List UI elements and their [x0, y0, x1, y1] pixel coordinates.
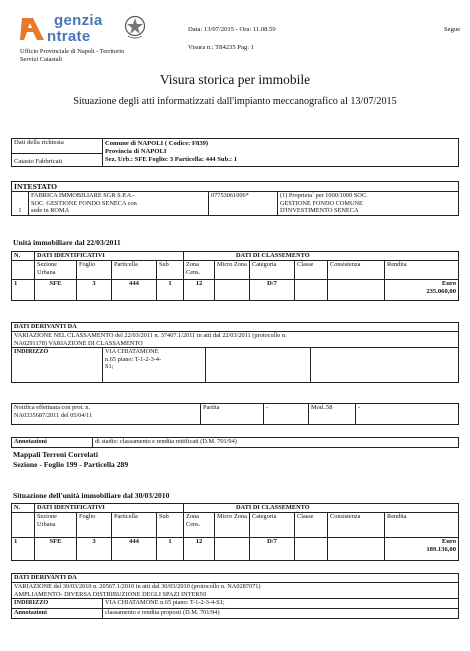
intestato-heading: INTESTATO: [12, 182, 459, 192]
unit1-col-consistenza: Consistenza: [328, 261, 385, 280]
intestato-rights: [278, 192, 459, 216]
unit2-col-microzona: Micro Zona: [215, 513, 250, 538]
unit1-classamento-table: [11, 251, 459, 301]
intestato-rights-line-3: D'INVESTIMENTO SENECA: [280, 207, 359, 215]
republic-seal-icon: [124, 14, 146, 40]
unit1-col-microzona: Micro Zona: [215, 261, 250, 280]
unit2-row-classe: [295, 538, 328, 561]
unit1-row-sub: 1: [157, 280, 184, 301]
logo-word-entrate: ntrate: [47, 28, 91, 45]
unit1-row-categoria: D/7: [250, 280, 295, 301]
unit1-derivanti-heading: DATI DERIVANTI DA: [12, 323, 459, 332]
unit1-col-sub: Sub: [157, 261, 184, 280]
unit1-heading: Unità immobiliare dal 22/03/2011: [13, 238, 121, 247]
unit1-annotazioni-text: di stadio: classamento e rendita rettificati (D.M. 701/94): [93, 438, 459, 448]
unit2-rendita-value: 189.136,00: [426, 545, 456, 553]
unit2-annotazioni-label: Annotazioni: [12, 609, 103, 619]
unit1-derivanti-line-2: NA0291178) VARIAZIONE DI CLASSAMENTO: [14, 339, 143, 347]
unit1-col-foglio: Foglio: [77, 261, 112, 280]
intestato-name-line-3: sede in ROMA: [31, 207, 70, 215]
unit1-indirizzo-line-2: n.65 piano: T-1-2-3-4-: [105, 355, 162, 363]
unit1-header-classamento: DATI DI CLASSEMENTO: [184, 252, 459, 261]
unit1-col-classe: Classe: [295, 261, 328, 280]
unit2-row-particella: 444: [112, 538, 157, 561]
intestato-codice-fiscale: 07753061006*: [209, 192, 278, 216]
unit2-col-sub: Sub: [157, 513, 184, 538]
unit1-notifica-line-2: NA0335687/2011 del 05/04/11: [14, 411, 93, 419]
unit1-notifica: [12, 404, 201, 425]
unit1-indirizzo-label: INDIRIZZO: [12, 348, 103, 383]
unit1-col-particella: Particella: [112, 261, 157, 280]
agenzia-entrate-logo: [20, 12, 152, 52]
unit2-row-categoria: D/7: [250, 538, 295, 561]
unit1-col-blank: [12, 261, 35, 280]
mappali-heading: Mappali Terreni Correlati: [13, 450, 98, 459]
richiesta-table: [11, 138, 459, 167]
page-subtitle: Situazione degli atti informatizzati dall'impianto meccanografico al 13/07/2015: [73, 96, 397, 107]
intestato-name-line-2: SOC. GESTIONE FONDO SENECA con: [31, 199, 137, 207]
unit2-annotazioni-text: classamento e rendita proposti (D.M. 701/94): [103, 609, 459, 619]
unit2-row-microzona: [215, 538, 250, 561]
unit2-row-consistenza: [328, 538, 385, 561]
richiesta-provincia: Provincia di NAPOLI: [105, 148, 167, 155]
unit2-derivanti-line-1: VARIAZIONE del 30/03/2010 n. 20567.1/2010 in atti dal 30/03/2010 (protocollo n. NA0287071): [14, 583, 261, 590]
unit2-row-sub: 1: [157, 538, 184, 561]
unit2-col-categoria: Categoria: [250, 513, 295, 538]
intestato-name-line-1: FABRICA IMMOBILIARE SGR S.P.A.-: [31, 192, 135, 199]
mappali-section: [13, 450, 128, 470]
unit1-notifica-line-1: Notifica effettuata con prot. n.: [14, 404, 91, 411]
intestato-table: [11, 181, 459, 216]
unit2-heading: Situazione dell'unità immobiliare dal 30/03/2010: [13, 491, 170, 500]
unit2-col-sezione: Sezione Urbana: [35, 513, 77, 538]
catasto-label: Catasto Fabbricati: [12, 154, 103, 167]
unit2-derivanti-heading: DATI DERIVANTI DA: [12, 574, 459, 583]
unit2-col-blank: [12, 513, 35, 538]
unit2-col-rendita: Rendita: [385, 513, 459, 538]
unit1-derivanti-text: [12, 332, 459, 348]
unit1-row-classe: [295, 280, 328, 301]
unit1-row-sezione: SFE: [35, 280, 77, 301]
unit2-derivanti-text: [12, 583, 459, 599]
visura-number: Visura n.: T84235 Pag: 1: [188, 44, 254, 51]
unit1-mod-label: Mod..58: [309, 404, 356, 425]
unit1-row-particella: 444: [112, 280, 157, 301]
unit2-row-n: 1: [12, 538, 35, 561]
unit2-derivanti-line-2: AMPLIAMENTO- DIVERSA DISTRIBUZIONE DEGLI SPAZI INTERNI: [14, 590, 207, 598]
unit2-indirizzo-label: INDIRIZZO: [12, 599, 103, 609]
unit2-row-foglio: 3: [77, 538, 112, 561]
unit1-annotazioni-table: [11, 437, 459, 448]
unit2-rendita-currency: Euro: [441, 538, 456, 545]
unit2-col-zona: Zona Cens.: [184, 513, 215, 538]
intestato-rights-line-1: (1) Proprieta` per 1000/1000 SOC.: [280, 192, 368, 199]
unit2-col-classe: Classe: [295, 513, 328, 538]
unit1-row-foglio: 3: [77, 280, 112, 301]
unit2-header-identificativi: DATI IDENTIFICATIVI: [35, 504, 184, 513]
unit2-row-rendita: [385, 538, 459, 561]
unit2-row-zona: 12: [184, 538, 215, 561]
unit1-partita-label: Partita: [201, 404, 264, 425]
unit2-derivanti-table: [11, 573, 459, 619]
richiesta-label: Dati della richiesta: [12, 139, 103, 154]
unit1-indirizzo-line-1: VIA CHIATAMONE: [105, 348, 159, 356]
unit2-header-n: N.: [12, 504, 35, 513]
unit1-row-microzona: [215, 280, 250, 301]
unit2-header-classamento: DATI DI CLASSEMENTO: [184, 504, 459, 513]
unit1-row-rendita: [385, 280, 459, 301]
unit1-indirizzo-blank-2: [311, 348, 459, 383]
unit1-partita-value: -: [264, 404, 309, 425]
unit1-col-zona: Zona Cens.: [184, 261, 215, 280]
print-date: Data: 13/07/2015 - Ora: 11.08.59: [188, 26, 276, 33]
segue-label: Segue: [444, 26, 461, 33]
unit1-rendita-value: 235.060,00: [426, 287, 456, 295]
unit1-indirizzo-line-3: S1;: [105, 363, 114, 371]
unit1-annotazioni-label: Annotazioni: [12, 438, 93, 448]
office-line-1: Ufficio Provinciale di Napoli - Territorio: [20, 48, 125, 55]
unit1-indirizzo-value: [103, 348, 206, 383]
richiesta-details: [103, 139, 459, 167]
unit1-header-n: N.: [12, 252, 35, 261]
unit1-row-zona: 12: [184, 280, 215, 301]
unit1-col-sezione: Sezione Urbana: [35, 261, 77, 280]
intestato-number: 1: [12, 192, 29, 216]
agenzia-logo-mark-icon: [20, 14, 46, 42]
unit1-col-categoria: Categoria: [250, 261, 295, 280]
page-title: Visura storica per immobile: [159, 72, 311, 87]
unit2-col-particella: Particella: [112, 513, 157, 538]
unit1-derivanti-line-1: VARIAZIONE NEL CLASSAMENTO del 22/03/2011 n. 37407.1/2011 in atti dal 22/03/2011 (protocollo n.: [14, 332, 287, 339]
unit1-notifica-table: [11, 403, 459, 425]
unit2-classamento-table: [11, 503, 459, 561]
richiesta-sezione: Sez. Urb.: SFE Foglio: 3 Particella: 444 Sub.: 1: [105, 156, 238, 163]
office-name: [20, 48, 180, 64]
unit1-rendita-currency: Euro: [441, 280, 456, 287]
intestato-rights-line-2: GESTIONE FONDO COMUNE: [280, 199, 363, 207]
richiesta-comune: Comune di NAPOLI ( Codice: F839): [105, 140, 209, 147]
unit1-derivanti-table: [11, 322, 459, 383]
mappali-reference: Sezione - Foglio 199 - Particella 289: [13, 460, 129, 469]
logo-word-agenzia: genzia: [54, 12, 103, 29]
unit2-col-foglio: Foglio: [77, 513, 112, 538]
unit1-mod-value: -: [356, 404, 459, 425]
unit1-col-rendita: Rendita: [385, 261, 459, 280]
unit1-header-identificativi: DATI IDENTIFICATIVI: [35, 252, 184, 261]
unit2-col-consistenza: Consistenza: [328, 513, 385, 538]
unit1-row-n: 1: [12, 280, 35, 301]
intestato-name: [29, 192, 209, 216]
unit1-row-consistenza: [328, 280, 385, 301]
unit1-indirizzo-blank-1: [206, 348, 311, 383]
unit2-row-sezione: SFE: [35, 538, 77, 561]
unit2-indirizzo-value: VIA CHIATAMONE n.65 piano: T-1-2-3-4-S1;: [103, 599, 459, 609]
office-line-2: Servizi Catastali: [20, 56, 63, 63]
